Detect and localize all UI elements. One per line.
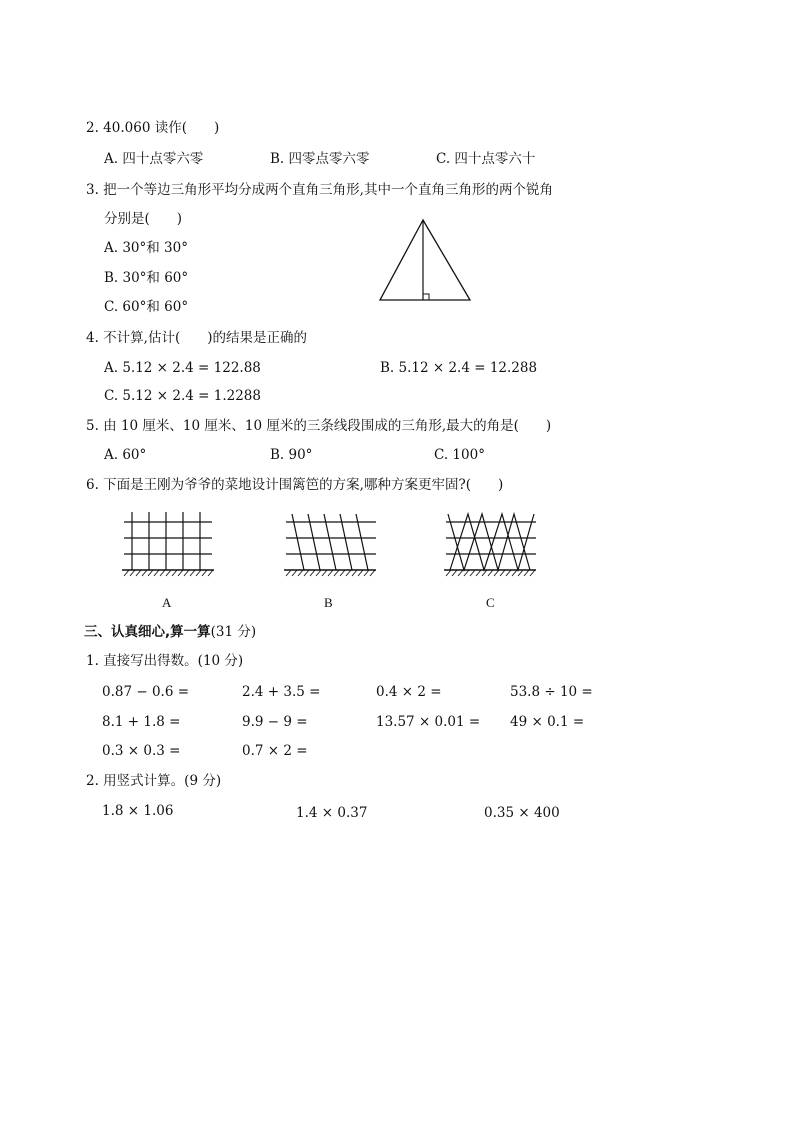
section-3-score: (31 分) [210, 624, 257, 640]
s3q2-stem: 2. 用竖式计算。(9 分) [86, 773, 222, 789]
q3-stem-line2: 分别是( ) [104, 211, 183, 227]
q4-option-c: C. 5.12 × 2.4 = 1.2288 [104, 388, 261, 404]
section-3-title: 三、认真细心,算一算 [84, 624, 211, 640]
calc-item: 8.1 + 1.8 = [102, 714, 181, 730]
q3-option-a: A. 30°和 30° [104, 240, 188, 256]
q2-option-c: C. 四十点零六十 [436, 151, 536, 167]
fence-a-label: A [162, 595, 172, 610]
q5-option-c: C. 100° [434, 447, 485, 463]
q6-stem: 6. 下面是王刚为爷爷的菜地设计围篱笆的方案,哪种方案更牢固?( ) [86, 477, 504, 493]
fence-b-label: B [324, 595, 333, 610]
section-3-heading [84, 624, 256, 640]
q2-stem: 2. 40.060 读作( ) [86, 120, 220, 136]
calc-item: 2.4 + 3.5 = [242, 684, 321, 700]
calc-item: 0.7 × 2 = [242, 743, 308, 759]
calc-item: 0.87 − 0.6 = [102, 684, 190, 700]
q2-option-a: A. 四十点零六零 [104, 151, 204, 167]
q2-option-b: B. 四零点零六零 [270, 151, 370, 167]
q5-stem: 5. 由 10 厘米、10 厘米、10 厘米的三条线段围成的三角形,最大的角是( ) [86, 418, 552, 434]
calc-item: 0.4 × 2 = [376, 684, 442, 700]
q3-option-b: B. 30°和 60° [104, 270, 189, 286]
q5-option-a: A. 60° [104, 447, 147, 463]
q3-stem-line1: 3. 把一个等边三角形平均分成两个直角三角形,其中一个直角三角形的两个锐角 [86, 182, 553, 198]
vertical-calc-item: 0.35 × 400 [484, 805, 560, 821]
q5-option-b: B. 90° [270, 447, 313, 463]
q3-triangle-figure [376, 218, 476, 302]
equilateral-triangle [380, 220, 470, 300]
vertical-calc-item: 1.4 × 0.37 [296, 805, 368, 821]
calc-item: 9.9 − 9 = [242, 714, 308, 730]
fence-c-label: C [486, 595, 495, 610]
q4-option-a: A. 5.12 × 2.4 = 122.88 [104, 360, 261, 376]
calc-item: 49 × 0.1 = [510, 714, 585, 730]
calc-item: 53.8 ÷ 10 = [510, 684, 593, 700]
q4-stem: 4. 不计算,估计( )的结果是正确的 [86, 330, 307, 346]
calc-item: 13.57 × 0.01 = [376, 714, 481, 730]
s3q1-stem: 1. 直接写出得数。(10 分) [86, 653, 244, 669]
q4-option-b: B. 5.12 × 2.4 = 12.288 [380, 360, 538, 376]
calc-item: 0.3 × 0.3 = [102, 743, 181, 759]
q3-option-c: C. 60°和 60° [104, 299, 189, 315]
fence-c-figure [442, 508, 542, 580]
vertical-calc-item: 1.8 × 1.06 [102, 803, 174, 819]
fence-a-figure [120, 508, 220, 580]
fence-b-figure [282, 508, 382, 580]
right-angle-mark [423, 294, 429, 300]
